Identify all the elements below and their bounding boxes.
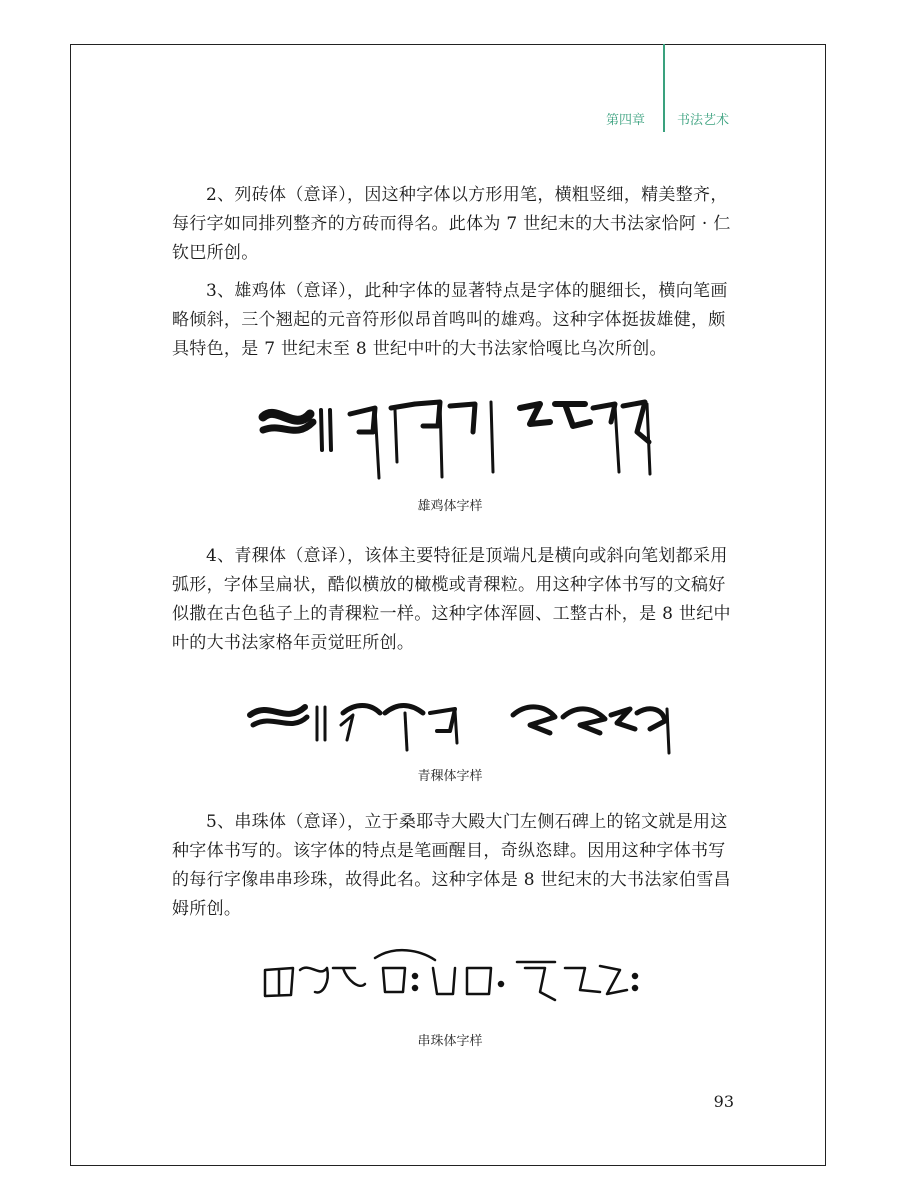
chapter-label: 第四章	[606, 113, 646, 128]
paragraph-4: 4、青稞体（意译），该体主要特征是顶端凡是横向或斜向笔划都采用弧形，字体呈扁状，酷似横放的橄榄或青稞粒。用这种字体书写的文稿好似撒在古色毡子上的青稞粒一样。这种字体浑圆、工整古朴，是 8 世纪中叶的大书法家格年贡觉旺所创。	[172, 546, 731, 653]
pearl-script-sample	[255, 940, 665, 1020]
barley-sample-caption: 青稞体字样	[417, 769, 483, 784]
barley-script-sample	[245, 695, 675, 760]
rooster-script-sample	[255, 392, 655, 487]
header-divider	[663, 44, 665, 132]
paragraph-5: 5、串珠体（意译），立于桑耶寺大殿大门左侧石碑上的铭文就是用这种字体书写的。该字体的特点是笔画醒目，奇纵恣肆。因用这种字体书写的每行字像串串珍珠，故得此名。这种字体是 8 世纪末的大书法家伯雪昌姆所创。	[172, 812, 731, 919]
pearl-sample-caption: 串珠体字样	[417, 1034, 483, 1049]
page-number: 93	[713, 1092, 734, 1111]
section-label: 书法艺术	[677, 113, 730, 128]
paragraph-2: 2、列砖体（意译），因这种字体以方形用笔，横粗竖细，精美整齐，每行字如同排列整齐的方砖而得名。此体为 7 世纪末的大书法家恰阿 · 仁钦巴所创。	[172, 185, 731, 263]
paragraph-3: 3、雄鸡体（意译），此种字体的显著特点是字体的腿细长，横向笔画略倾斜，三个翘起的元音符形似昂首鸣叫的雄鸡。这种字体挺拔雄健，颇具特色，是 7 世纪末至 8 世纪中叶的大书法家恰嘎比乌次所创。	[172, 281, 728, 359]
rooster-sample-caption: 雄鸡体字样	[417, 499, 483, 514]
